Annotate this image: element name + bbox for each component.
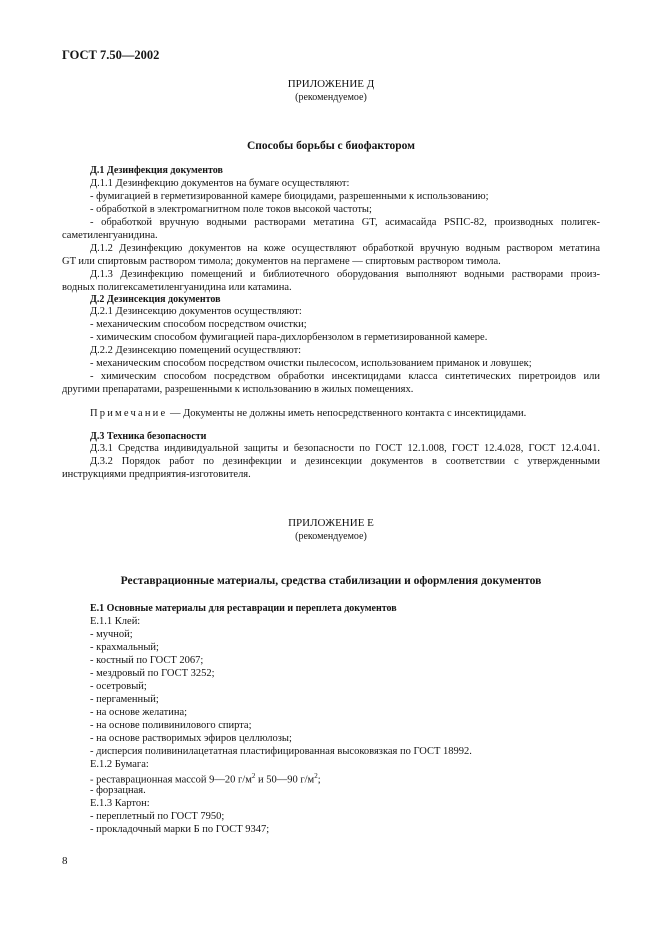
note-label: Примечание [90, 408, 168, 419]
list-item: - крахмальный; [90, 642, 159, 653]
list-item: - фумигацией в герметизированной камере биоцидами, разрешенными к использованию; [90, 191, 489, 202]
text-segment: и 50—90 г/м [255, 774, 315, 786]
paragraph-line: Е.1.3 Картон: [90, 798, 150, 809]
list-item [90, 772, 321, 786]
appendix-e-heading: ПРИЛОЖЕНИЕ Е [288, 517, 374, 529]
text-segment: ; [317, 774, 321, 786]
paragraph-line: инструкциями предприятия-изготовителя. [62, 469, 251, 480]
paragraph-line: Д.3.2 Порядок работ по дезинфекции и дезинсекции документов в соответствии с утвержденными [90, 456, 600, 467]
section-d1-title: Д.1 Дезинфекция документов [90, 165, 223, 176]
list-item: - химическим способом посредством обработки инсектицидами класса синтетических пиретроидов или [90, 371, 600, 382]
paragraph-line: Д.2.2 Дезинсекцию помещений осуществляют: [90, 345, 302, 356]
appendix-d-heading: ПРИЛОЖЕНИЕ Д [287, 78, 375, 90]
appendix-e-title: Реставрационные материалы, средства стабилизации и оформления документов [120, 575, 542, 587]
note [90, 408, 526, 419]
list-item: - форзацная. [90, 785, 146, 796]
text-segment: - реставрационная массой 9—20 г/м [90, 774, 252, 786]
note-text: — Документы не должны иметь непосредственного контакта с инсектицидами. [167, 408, 527, 419]
list-item: - на основе растворимых эфиров целлюлозы; [90, 733, 292, 744]
paragraph-line: Д.1.1 Дезинфекцию документов на бумаге осуществляют: [90, 178, 350, 189]
list-item: - мездровый по ГОСТ 3252; [90, 668, 215, 679]
paragraph-line: другими препаратами, разрешенными к использованию в жилых помещениях. [62, 384, 414, 395]
appendix-d-subheading: (рекомендуемое) [295, 92, 367, 103]
list-item: - пергаменный; [90, 694, 159, 705]
paragraph-line: GT или спиртовым раствором тимола; документов на пергамене — спиртовым раствором тимола. [62, 256, 501, 267]
paragraph-line: Д.1.3 Дезинфекцию помещений и библиотечного оборудования выполняют водными растворами произ- [90, 269, 600, 280]
list-item: - обработкой вручную водными растворами метатина GT, асимасайда PSПС-82, производных полигек- [90, 217, 600, 228]
list-item: - механическим способом посредством очистки пылесосом, использованием приманок и ловушек; [90, 358, 532, 369]
document-code: ГОСТ 7.50—2002 [62, 48, 160, 62]
list-item: - переплетный по ГОСТ 7950; [90, 811, 225, 822]
appendix-d-title: Способы борьбы с биофактором [246, 140, 415, 152]
list-item: - костный по ГОСТ 2067; [90, 655, 204, 666]
paragraph-line: саметиленгуанидина. [62, 230, 158, 241]
section-d2-title: Д.2 Дезинсекция документов [90, 294, 221, 305]
list-item: - химическим способом фумигацией пара-дихлорбензолом в герметизированной камере. [90, 332, 488, 343]
list-item: - механическим способом посредством очистки; [90, 319, 307, 330]
appendix-e-subheading: (рекомендуемое) [295, 531, 367, 542]
section-e1-title: Е.1 Основные материалы для реставрации и переплета документов [90, 603, 397, 614]
list-item: - дисперсия поливинилацетатная пластифицированная высоковязкая по ГОСТ 18992. [90, 746, 472, 757]
list-item: - на основе желатина; [90, 707, 188, 718]
page-number: 8 [62, 855, 68, 867]
section-d3-title: Д.3 Техника безопасности [90, 431, 207, 442]
list-item: - осетровый; [90, 681, 147, 692]
list-item: - на основе поливинилового спирта; [90, 720, 252, 731]
paragraph-line: Д.2.1 Дезинсекцию документов осуществляют: [90, 306, 302, 317]
superscript: 2 [314, 772, 318, 780]
superscript: 2 [251, 772, 256, 780]
list-item: - мучной; [90, 629, 133, 640]
paragraph-line: Е.1.1 Клей: [90, 616, 141, 627]
paragraph-line: Е.1.2 Бумага: [90, 759, 149, 770]
paragraph-line: Д.1.2 Дезинфекцию документов на коже осуществляют обработкой вручную водным раствором метатина [90, 243, 600, 254]
list-item: - обработкой в электромагнитном поле токов высокой частоты; [90, 204, 372, 215]
paragraph-line: Д.3.1 Средства индивидуальной защиты и безопасности по ГОСТ 12.1.008, ГОСТ 12.4.028, ГОСТ 12.4.041. [90, 443, 600, 454]
list-item: - прокладочный марки Б по ГОСТ 9347; [90, 824, 270, 835]
paragraph-line: водных полигексаметиленгуанидина или катамина. [62, 282, 292, 293]
